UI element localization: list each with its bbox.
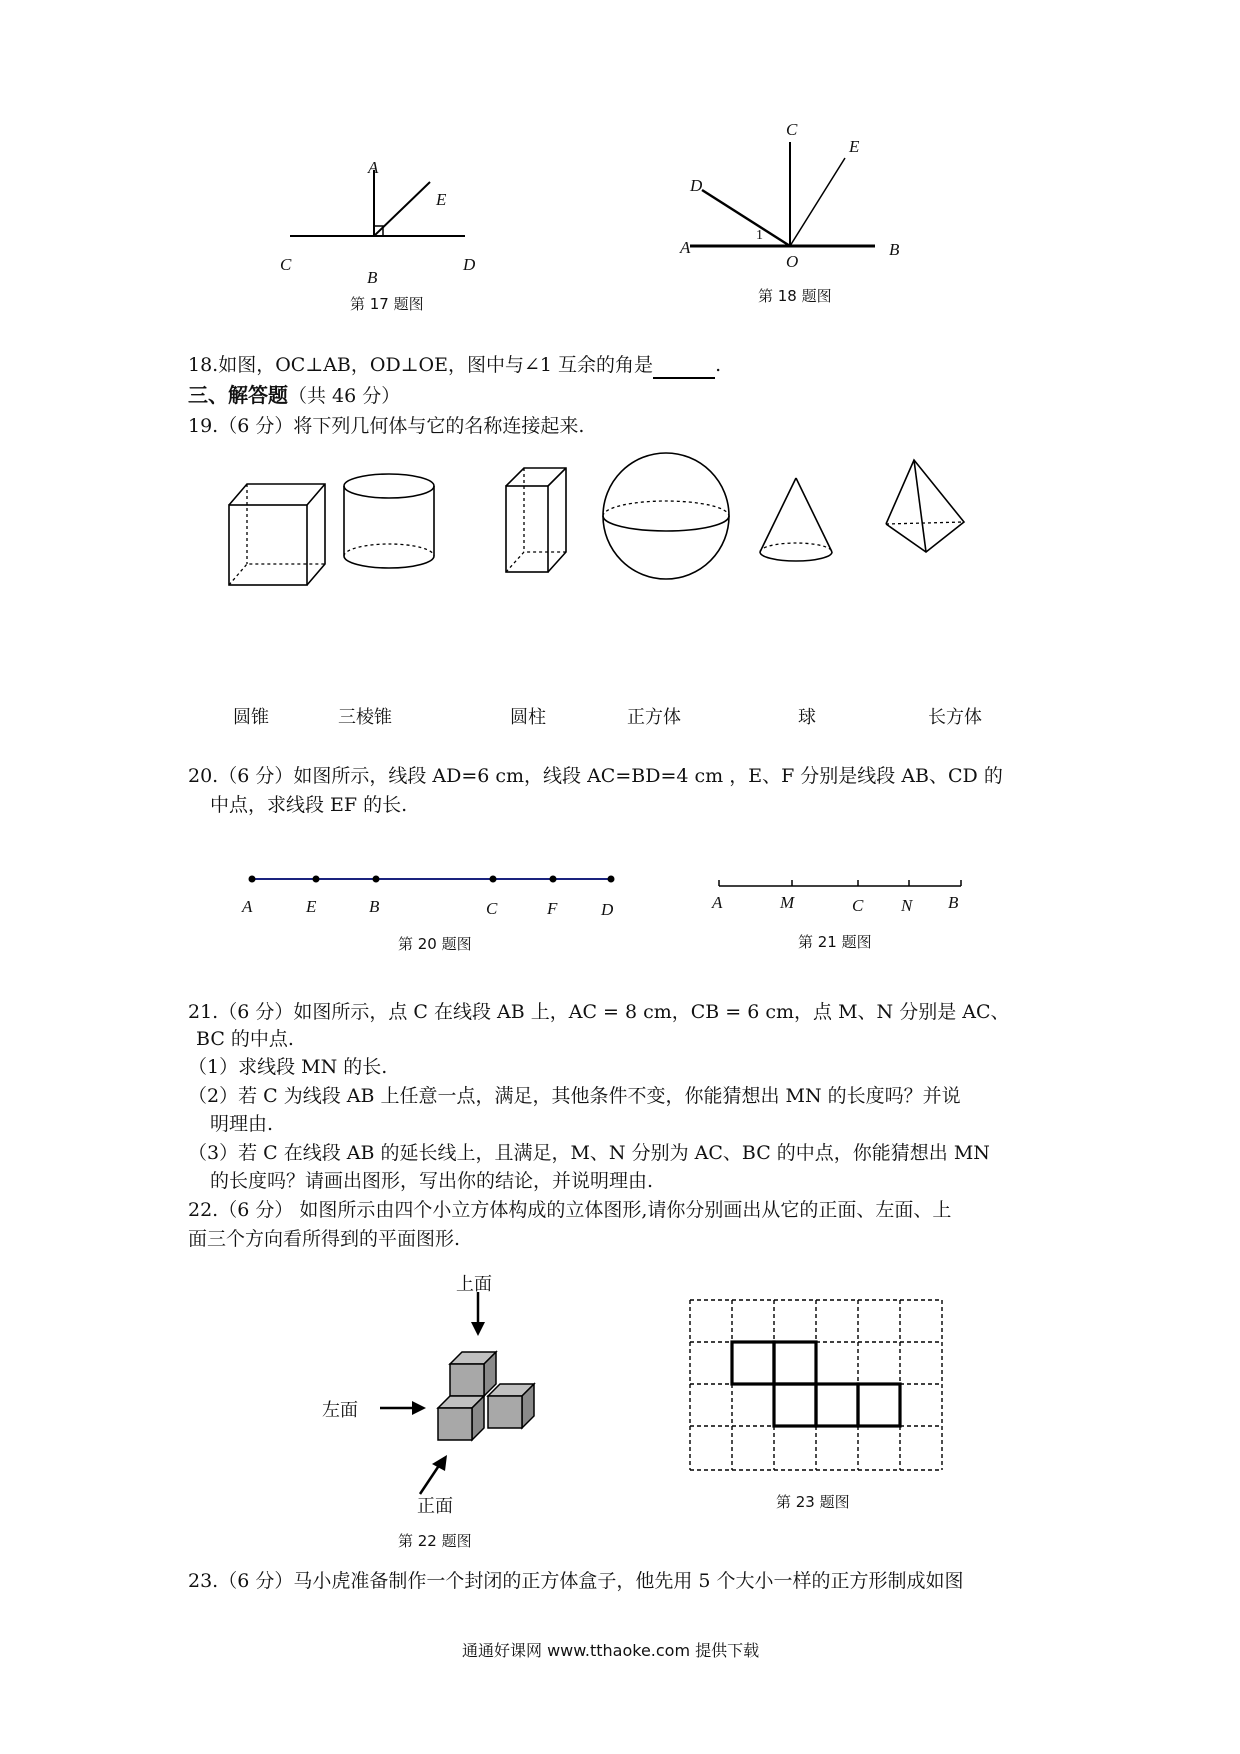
fig20-point-b: B	[369, 897, 380, 916]
cuboid-solid	[504, 466, 574, 576]
fig18-label-one: 1	[756, 228, 763, 243]
fig20-point-c: C	[486, 899, 498, 918]
question-22-line-1: 22.（6 分） 如图所示由四个小立方体构成的立体图形,请你分别画出从它的正面、左面、上	[188, 1199, 952, 1221]
fig20-point-f: F	[547, 899, 558, 918]
section-3-score: （共 46 分）	[288, 385, 401, 407]
fig22-caption: 第 22 题图	[398, 1532, 472, 1550]
fig21-point-m: M	[780, 893, 795, 912]
fig20-caption: 第 20 题图	[398, 935, 472, 953]
fig17-caption: 第 17 题图	[350, 295, 424, 313]
figure-20	[245, 869, 615, 889]
q18-text: 18.如图，OC⊥AB，OD⊥OE，图中与∠1 互余的角是	[188, 354, 654, 376]
page-footer: 通通好课网 www.tthaoke.com 提供下载	[462, 1641, 760, 1660]
triangular-pyramid-solid	[880, 458, 970, 558]
question-21-line-7: 的长度吗？请画出图形，写出你的结论，并说明理由.	[210, 1170, 654, 1192]
figure-17	[280, 150, 480, 280]
fig17-label-c: C	[280, 255, 292, 274]
fig17-label-e: E	[436, 190, 447, 209]
figure-21	[716, 878, 966, 898]
cube-solid	[225, 480, 325, 590]
name-cube: 正方体	[627, 707, 681, 728]
fig23-caption: 第 23 题图	[776, 1493, 850, 1511]
figure-22	[370, 1268, 590, 1498]
figure-23	[688, 1298, 948, 1498]
figure-18	[680, 120, 900, 260]
cone-solid	[758, 476, 838, 566]
question-23: 23.（6 分）马小虎准备制作一个封闭的正方体盒子，他先用 5 个大小一样的正方形制成如图	[188, 1570, 964, 1592]
fig17-label-b: B	[367, 268, 378, 287]
name-sphere: 球	[798, 707, 816, 728]
name-cuboid: 长方体	[928, 707, 982, 728]
fig17-label-d: D	[463, 255, 476, 274]
name-cylinder: 圆柱	[510, 707, 546, 728]
section-3-heading	[188, 382, 400, 410]
fig22-front-label: 正面	[417, 1496, 453, 1517]
question-21-line-1: 21.（6 分）如图所示，点 C 在线段 AB 上，AC = 8 cm，CB = 6 cm，点 M、N 分别是 AC、	[188, 1001, 1010, 1023]
name-cone: 圆锥	[233, 707, 269, 728]
question-21-line-5: 明理由.	[210, 1113, 274, 1135]
fig22-left-label: 左面	[322, 1400, 358, 1421]
q18-end: .	[715, 354, 722, 376]
sphere-solid	[602, 452, 732, 582]
question-21-line-3: （1）求线段 MN 的长.	[188, 1056, 388, 1078]
question-21-line-4: （2）若 C 为线段 AB 上任意一点，满足，其他条件不变，你能猜想出 MN 的长度吗？并说	[188, 1085, 961, 1107]
fig21-point-n: N	[901, 896, 913, 915]
fig18-label-o: O	[786, 252, 799, 271]
fig18-label-a: A	[680, 238, 691, 257]
name-triangular-pyramid: 三棱锥	[338, 707, 392, 728]
question-21-line-6: （3）若 C 在线段 AB 的延长线上，且满足，M、N 分别为 AC、BC 的中点，你能猜想出 MN	[188, 1142, 990, 1164]
question-20-line-1: 20.（6 分）如图所示，线段 AD=6 cm，线段 AC=BD=4 cm ，E、F 分别是线段 AB、CD 的	[188, 765, 1003, 787]
question-19: 19.（6 分）将下列几何体与它的名称连接起来.	[188, 415, 585, 437]
question-20-line-2: 中点，求线段 EF 的长.	[210, 794, 408, 816]
question-21-line-2: BC 的中点.	[196, 1028, 294, 1050]
fig21-caption: 第 21 题图	[798, 933, 872, 951]
section-3-title: 三、解答题	[188, 383, 288, 407]
fig20-point-a: A	[242, 897, 253, 916]
fig17-label-a: A	[368, 158, 379, 177]
fig18-label-b: B	[889, 240, 900, 259]
fig21-point-b: B	[948, 893, 959, 912]
q18-answer-blank	[653, 359, 715, 379]
fig20-point-e: E	[306, 897, 317, 916]
fig22-top-label: 上面	[456, 1274, 492, 1295]
question-18	[188, 352, 721, 379]
fig18-caption: 第 18 题图	[758, 287, 832, 305]
cylinder-solid	[342, 470, 442, 570]
fig21-point-c: C	[852, 896, 864, 915]
fig18-label-d: D	[690, 176, 703, 195]
question-22-line-2: 面三个方向看所得到的平面图形.	[188, 1228, 461, 1250]
fig18-label-e: E	[849, 137, 860, 156]
fig18-label-c: C	[786, 120, 798, 139]
fig20-point-d: D	[601, 900, 614, 919]
fig21-point-a: A	[712, 893, 723, 912]
